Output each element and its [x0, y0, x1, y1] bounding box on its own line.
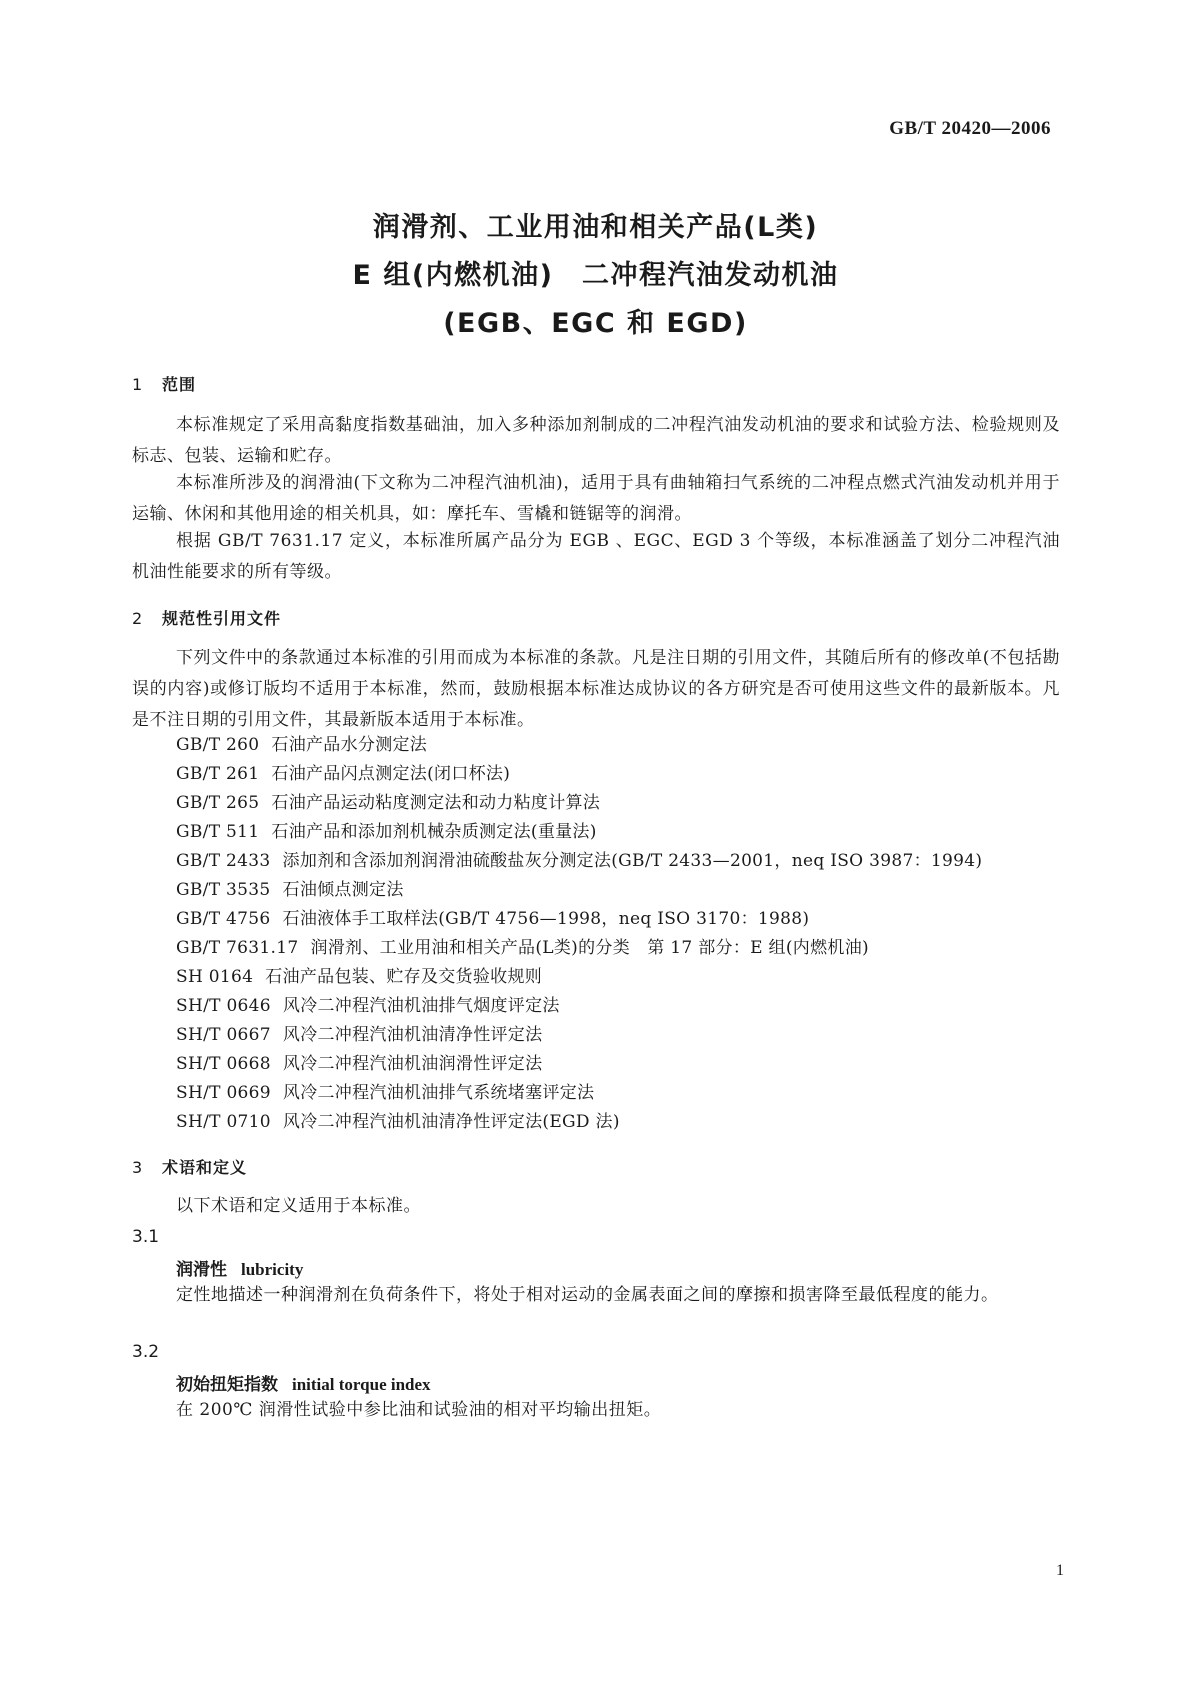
reference-item — [176, 1107, 620, 1137]
title-line-1: 润滑剂、工业用油和相关产品(L类) — [372, 212, 819, 243]
reference-code: GB/T 4756 — [176, 909, 271, 929]
reference-title: 添加剂和含添加剂润滑油硫酸盐灰分测定法(GB/T 2433—2001，neq ISO 3987：1994) — [282, 851, 983, 871]
reference-title: 风冷二冲程汽油机油清净性评定法(EGD 法) — [282, 1112, 620, 1132]
section-title: 规范性引用文件 — [162, 609, 282, 628]
reference-title: 石油产品和添加剂机械杂质测定法(重量法) — [271, 822, 597, 842]
reference-title: 风冷二冲程汽油机油润滑性评定法 — [282, 1054, 543, 1074]
reference-item — [176, 846, 982, 876]
title-line-3: (EGB、EGC 和 EGD) — [443, 308, 748, 339]
reference-title: 风冷二冲程汽油机油清净性评定法 — [282, 1025, 543, 1045]
subclause-number: 3.2 — [132, 1342, 160, 1362]
term-zh: 润滑性 — [176, 1260, 227, 1280]
reference-title: 风冷二冲程汽油机油排气系统堵塞评定法 — [282, 1083, 595, 1103]
subclause-number: 3.1 — [132, 1227, 160, 1247]
reference-title: 石油产品水分测定法 — [271, 735, 428, 755]
section-1-heading — [132, 372, 196, 395]
reference-code: GB/T 511 — [176, 822, 260, 842]
term-definition: 在 200℃ 润滑性试验中参比油和试验油的相对平均输出扭矩。 — [176, 1400, 662, 1420]
document-title — [0, 204, 1191, 348]
term-en: initial torque index — [292, 1375, 431, 1394]
reference-code: GB/T 265 — [176, 793, 260, 813]
section-2-heading — [132, 606, 281, 629]
reference-item — [176, 904, 809, 934]
reference-code: SH/T 0710 — [176, 1112, 271, 1132]
reference-code: SH/T 0668 — [176, 1054, 271, 1074]
reference-code: SH/T 0669 — [176, 1083, 271, 1103]
reference-item — [176, 788, 600, 818]
section-number: 2 — [132, 609, 144, 628]
section-title: 术语和定义 — [162, 1158, 248, 1177]
reference-title: 石油液体手工取样法(GB/T 4756—1998，neq ISO 3170：1988) — [282, 909, 810, 929]
term-heading — [176, 1255, 303, 1280]
reference-code: SH 0164 — [176, 967, 254, 987]
section-number: 1 — [132, 375, 144, 394]
reference-item — [176, 933, 869, 963]
reference-code: GB/T 3535 — [176, 880, 271, 900]
paragraph: 本标准所涉及的润滑油(下文称为二冲程汽油机油)，适用于具有曲轴箱扫气系统的二冲程点燃式汽油发动机并用于运输、休闲和其他用途的相关机具，如：摩托车、雪橇和链锯等的润滑。 — [132, 473, 1060, 524]
section-title: 范围 — [162, 375, 197, 394]
page-number: 1 — [1056, 1562, 1064, 1579]
reference-code: GB/T 261 — [176, 764, 260, 784]
paragraph: 根据 GB/T 7631.17 定义，本标准所属产品分为 EGB 、EGC、EGD 3 个等级，本标准涵盖了划分二冲程汽油机油性能要求的所有等级。 — [132, 531, 1060, 582]
reference-title: 石油倾点测定法 — [282, 880, 404, 900]
reference-item — [176, 962, 542, 992]
reference-title: 石油产品运动粘度测定法和动力粘度计算法 — [271, 793, 601, 813]
reference-code: GB/T 7631.17 — [176, 938, 299, 958]
reference-item — [176, 991, 560, 1021]
standard-code: GB/T 20420—2006 — [889, 118, 1051, 139]
paragraph: 以下术语和定义适用于本标准。 — [176, 1196, 421, 1216]
reference-item — [176, 817, 597, 847]
paragraph: 下列文件中的条款通过本标准的引用而成为本标准的条款。凡是注日期的引用文件，其随后所有的修改单(不包括勘误的内容)或修订版均不适用于本标准，然而，鼓励根据本标准达成协议的各方研究是否可使用这些文件的最新版本。凡是不注日期的引用文件，其最新版本适用于本标准。 — [132, 648, 1060, 730]
reference-code: SH/T 0646 — [176, 996, 271, 1016]
reference-title: 石油产品闪点测定法(闭口杯法) — [271, 764, 511, 784]
reference-code: SH/T 0667 — [176, 1025, 271, 1045]
reference-item — [176, 759, 510, 789]
term-zh: 初始扭矩指数 — [176, 1375, 278, 1395]
reference-title: 石油产品包装、贮存及交货验收规则 — [265, 967, 543, 987]
paragraph: 本标准规定了采用高黏度指数基础油，加入多种添加剂制成的二冲程汽油发动机油的要求和试验方法、检验规则及标志、包装、运输和贮存。 — [132, 415, 1060, 466]
reference-code: GB/T 2433 — [176, 851, 271, 871]
reference-item — [176, 1078, 594, 1108]
reference-item — [176, 875, 404, 905]
term-heading — [176, 1370, 431, 1395]
reference-item — [176, 1020, 542, 1050]
reference-title: 风冷二冲程汽油机油排气烟度评定法 — [282, 996, 560, 1016]
section-number: 3 — [132, 1158, 144, 1177]
reference-title: 润滑剂、工业用油和相关产品(L类)的分类 第 17 部分：E 组(内燃机油) — [310, 938, 869, 958]
reference-code: GB/T 260 — [176, 735, 260, 755]
title-line-2: E 组(内燃机油) 二冲程汽油发动机油 — [352, 260, 839, 291]
reference-item — [176, 1049, 542, 1079]
section-3-heading — [132, 1155, 247, 1178]
term-definition: 定性地描述一种润滑剂在负荷条件下，将处于相对运动的金属表面之间的摩擦和损害降至最低程度的能力。 — [176, 1285, 999, 1305]
reference-item — [176, 730, 427, 760]
term-en: lubricity — [241, 1260, 304, 1279]
